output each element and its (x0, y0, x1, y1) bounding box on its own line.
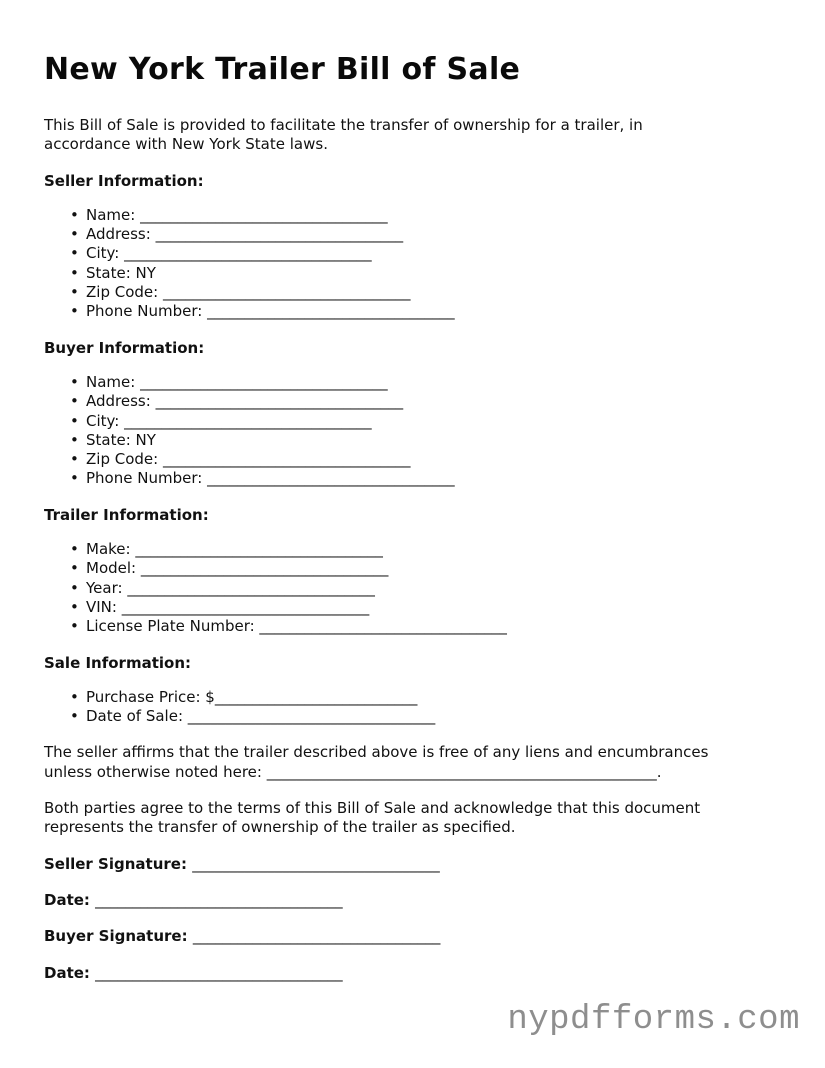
seller-signature-label: Seller Signature: (44, 854, 193, 873)
field-blank: _________________________________ (121, 597, 370, 616)
buyer-fields-list (44, 373, 781, 489)
field-label: Phone Number: (86, 469, 208, 488)
sale-fields-list (44, 688, 781, 727)
buyer-signature-line (44, 927, 781, 946)
seller-date-label: Date: (44, 890, 96, 909)
seller-name-field (70, 206, 781, 225)
buyer-name-field (70, 373, 781, 392)
field-blank: _________________________________ (207, 302, 455, 321)
trailer-make-field (70, 540, 781, 559)
field-blank: _________________________________ (124, 244, 372, 263)
field-label: Zip Code: (86, 450, 163, 469)
affirmation-line-2-text: unless otherwise noted here: (44, 762, 267, 781)
field-blank: _________________________________ (140, 559, 389, 578)
buyer-information-heading: Buyer Information: (44, 338, 205, 357)
agreement-line-1: Both parties agree to the terms of this Bill of Sale and acknowledge that this document (44, 799, 701, 818)
liens-note-blank: ____________________________________________________ (266, 762, 657, 781)
seller-signature-line (44, 855, 781, 874)
seller-date-blank: _________________________________ (95, 890, 343, 909)
seller-zip-field (70, 283, 781, 302)
buyer-date-blank: _________________________________ (95, 963, 343, 982)
field-label: State: (86, 263, 136, 282)
trailer-license-plate-field (70, 617, 781, 636)
buyer-phone-field (70, 469, 781, 488)
seller-signature-blank: _________________________________ (192, 854, 440, 873)
agreement-paragraph (44, 799, 781, 838)
field-label: City: (86, 244, 125, 263)
field-blank: _________________________________ (162, 283, 411, 302)
seller-address-field (70, 225, 781, 244)
field-blank: _________________________________ (162, 450, 411, 469)
field-label: Date of Sale: (86, 707, 188, 726)
buyer-zip-field (70, 450, 781, 469)
intro-paragraph (44, 116, 781, 155)
trailer-model-field (70, 559, 781, 578)
field-value: NY (135, 263, 156, 282)
agreement-line-2: represents the transfer of ownership of the trailer as specified. (44, 818, 516, 837)
affirmation-line-2 (44, 763, 781, 782)
trailer-vin-field (70, 598, 781, 617)
page-title: New York Trailer Bill of Sale (44, 52, 521, 87)
field-label: Make: (86, 540, 136, 559)
field-blank: _________________________________ (140, 372, 388, 391)
field-label: Year: (86, 578, 128, 597)
field-label: Name: (86, 372, 141, 391)
buyer-date-line (44, 964, 781, 983)
seller-city-field (70, 244, 781, 263)
buyer-address-field (70, 392, 781, 411)
seller-phone-field (70, 302, 781, 321)
intro-line-2: accordance with New York State laws. (44, 135, 328, 154)
field-label: Purchase Price: $ (86, 687, 215, 706)
buyer-signature-blank: _________________________________ (192, 927, 441, 946)
field-label: Phone Number: (86, 302, 208, 321)
affirmation-line-1: The seller affirms that the trailer described above is free of any liens and encumbrances (44, 743, 709, 762)
field-blank: ___________________________ (214, 687, 418, 706)
field-label: Zip Code: (86, 283, 163, 302)
seller-fields-list (44, 206, 781, 322)
seller-information-heading: Seller Information: (44, 171, 204, 190)
buyer-date-label: Date: (44, 963, 96, 982)
field-value: NY (135, 430, 156, 449)
field-blank: _________________________________ (140, 205, 388, 224)
field-blank: _________________________________ (259, 617, 507, 636)
sale-information-heading: Sale Information: (44, 653, 191, 672)
field-label: City: (86, 411, 125, 430)
field-label: License Plate Number: (86, 617, 260, 636)
field-label: Address: (86, 392, 156, 411)
date-of-sale-field (70, 707, 781, 726)
purchase-price-field (70, 688, 781, 707)
field-blank: _________________________________ (155, 225, 404, 244)
buyer-city-field (70, 412, 781, 431)
field-label: Address: (86, 225, 156, 244)
field-blank: _________________________________ (207, 469, 455, 488)
field-blank: _________________________________ (187, 707, 436, 726)
field-label: State: (86, 430, 136, 449)
seller-date-line (44, 891, 781, 910)
intro-line-1: This Bill of Sale is provided to facilitate the transfer of ownership for a trailer, in (44, 116, 643, 134)
buyer-signature-label: Buyer Signature: (44, 927, 193, 946)
field-label: Name: (86, 205, 141, 224)
affirmation-line-2-period: . (656, 762, 662, 781)
field-blank: _________________________________ (127, 578, 375, 597)
buyer-state-field (70, 431, 781, 450)
field-blank: _________________________________ (135, 540, 383, 559)
field-blank: _________________________________ (155, 392, 404, 411)
field-blank: _________________________________ (124, 411, 372, 430)
watermark-site-name: nypdfforms.com (507, 1001, 800, 1039)
field-label: VIN: (86, 597, 122, 616)
seller-state-field (70, 264, 781, 283)
affirmation-paragraph (44, 743, 781, 782)
trailer-year-field (70, 579, 781, 598)
trailer-fields-list (44, 540, 781, 636)
field-label: Model: (86, 559, 141, 578)
trailer-information-heading: Trailer Information: (44, 505, 209, 524)
